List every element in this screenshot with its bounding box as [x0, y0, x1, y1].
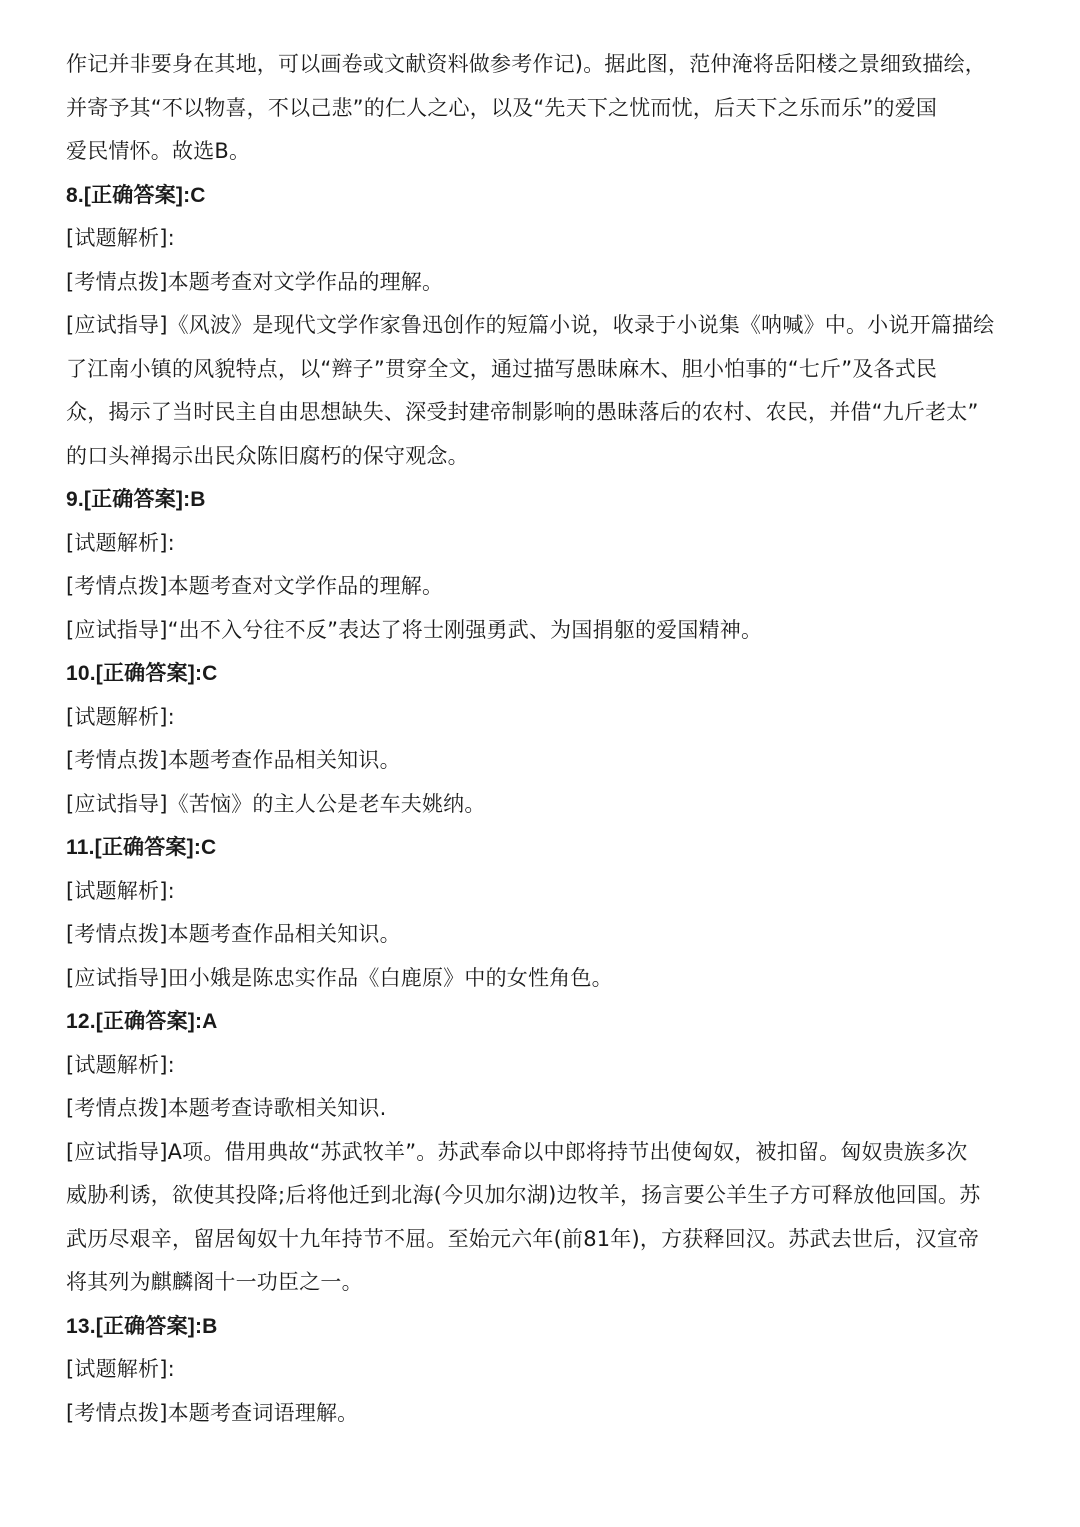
question-9 [66, 478, 1026, 652]
guide-line: 的口头禅揭示出民众陈旧腐朽的保守观念。 [66, 443, 469, 468]
exam-point: [考情点拨]本题考查对文学作品的理解。 [66, 269, 444, 294]
intro-line: 爱民情怀。故选B。 [66, 139, 251, 163]
question-11 [66, 826, 1026, 1000]
analysis-label: [试题解析]: [66, 704, 175, 729]
analysis-label: [试题解析]: [66, 226, 175, 250]
guide-line: [应试指导]“出不入兮往不反”表达了将士刚强勇武、为国捐躯的爱国精神。 [66, 617, 763, 642]
question-10 [66, 652, 1026, 826]
exam-point: [考情点拨]本题考查词语理解。 [66, 1400, 359, 1425]
intro-line: 并寄予其“不以物喜，不以己悲”的仁人之心，以及“先天下之忧而忧，后天下之乐而乐”的爱国 [66, 95, 938, 120]
analysis-label: [试题解析]: [66, 878, 175, 903]
answer-heading: 12.[正确答案]:A [66, 1010, 218, 1033]
analysis-label: [试题解析]: [66, 1052, 175, 1077]
answer-heading: 8.[正确答案]:C [66, 183, 206, 207]
intro-line: 作记并非要身在其地，可以画卷或文献资料做参考作记)。据此图，范仲淹将岳阳楼之景细致描绘， [66, 52, 986, 76]
answer-heading: 10.[正确答案]:C [66, 662, 218, 685]
analysis-label: [试题解析]: [66, 530, 175, 555]
answer-heading: 11.[正确答案]:C [66, 836, 217, 859]
guide-line: [应试指导]田小娥是陈忠实作品《白鹿原》中的女性角色。 [66, 965, 613, 990]
guide-line: 将其列为麒麟阁十一功臣之一。 [66, 1270, 363, 1294]
guide-line: [应试指导]A项。借用典故“苏武牧羊”。苏武奉命以中郎将持节出使匈奴，被扣留。匈奴贵族多次 [66, 1139, 968, 1164]
answer-heading: 13.[正确答案]:B [66, 1314, 218, 1338]
question-8 [66, 174, 1026, 479]
guide-line: 武历尽艰辛，留居匈奴十九年持节不屈。至始元六年(前81年)，方获释回汉。苏武去世后，汉宣帝 [66, 1226, 980, 1251]
guide-line: [应试指导]《风波》是现代文学作家鲁迅创作的短篇小说，收录于小说集《呐喊》中。小说开篇描绘 [66, 313, 995, 337]
question-12 [66, 1000, 1026, 1305]
exam-point: [考情点拨]本题考查诗歌相关知识. [66, 1096, 387, 1120]
analysis-label: [试题解析]: [66, 1357, 175, 1381]
document-page [66, 43, 1026, 1435]
exam-point: [考情点拨]本题考查作品相关知识。 [66, 748, 401, 772]
guide-line: [应试指导]《苦恼》的主人公是老车夫姚纳。 [66, 791, 486, 816]
exam-point: [考情点拨]本题考查作品相关知识。 [66, 922, 401, 946]
guide-line: 了江南小镇的风貌特点，以“辫子”贯穿全文，通过描写愚昧麻木、胆小怕事的“七斤”及各式民 [66, 356, 938, 381]
guide-line: 威胁利诱，欲使其投降;后将他迁到北海(今贝加尔湖)边牧羊，扬言要公羊生子方可释放他回国。苏 [66, 1183, 981, 1207]
question-13 [66, 1305, 1026, 1436]
answer-heading: 9.[正确答案]:B [66, 488, 206, 511]
exam-point: [考情点拨]本题考查对文学作品的理解。 [66, 574, 444, 598]
intro-paragraph [66, 43, 1026, 174]
guide-line: 众，揭示了当时民主自由思想缺失、深受封建帝制影响的愚昧落后的农村、农民，并借“九斤老太” [66, 400, 979, 424]
